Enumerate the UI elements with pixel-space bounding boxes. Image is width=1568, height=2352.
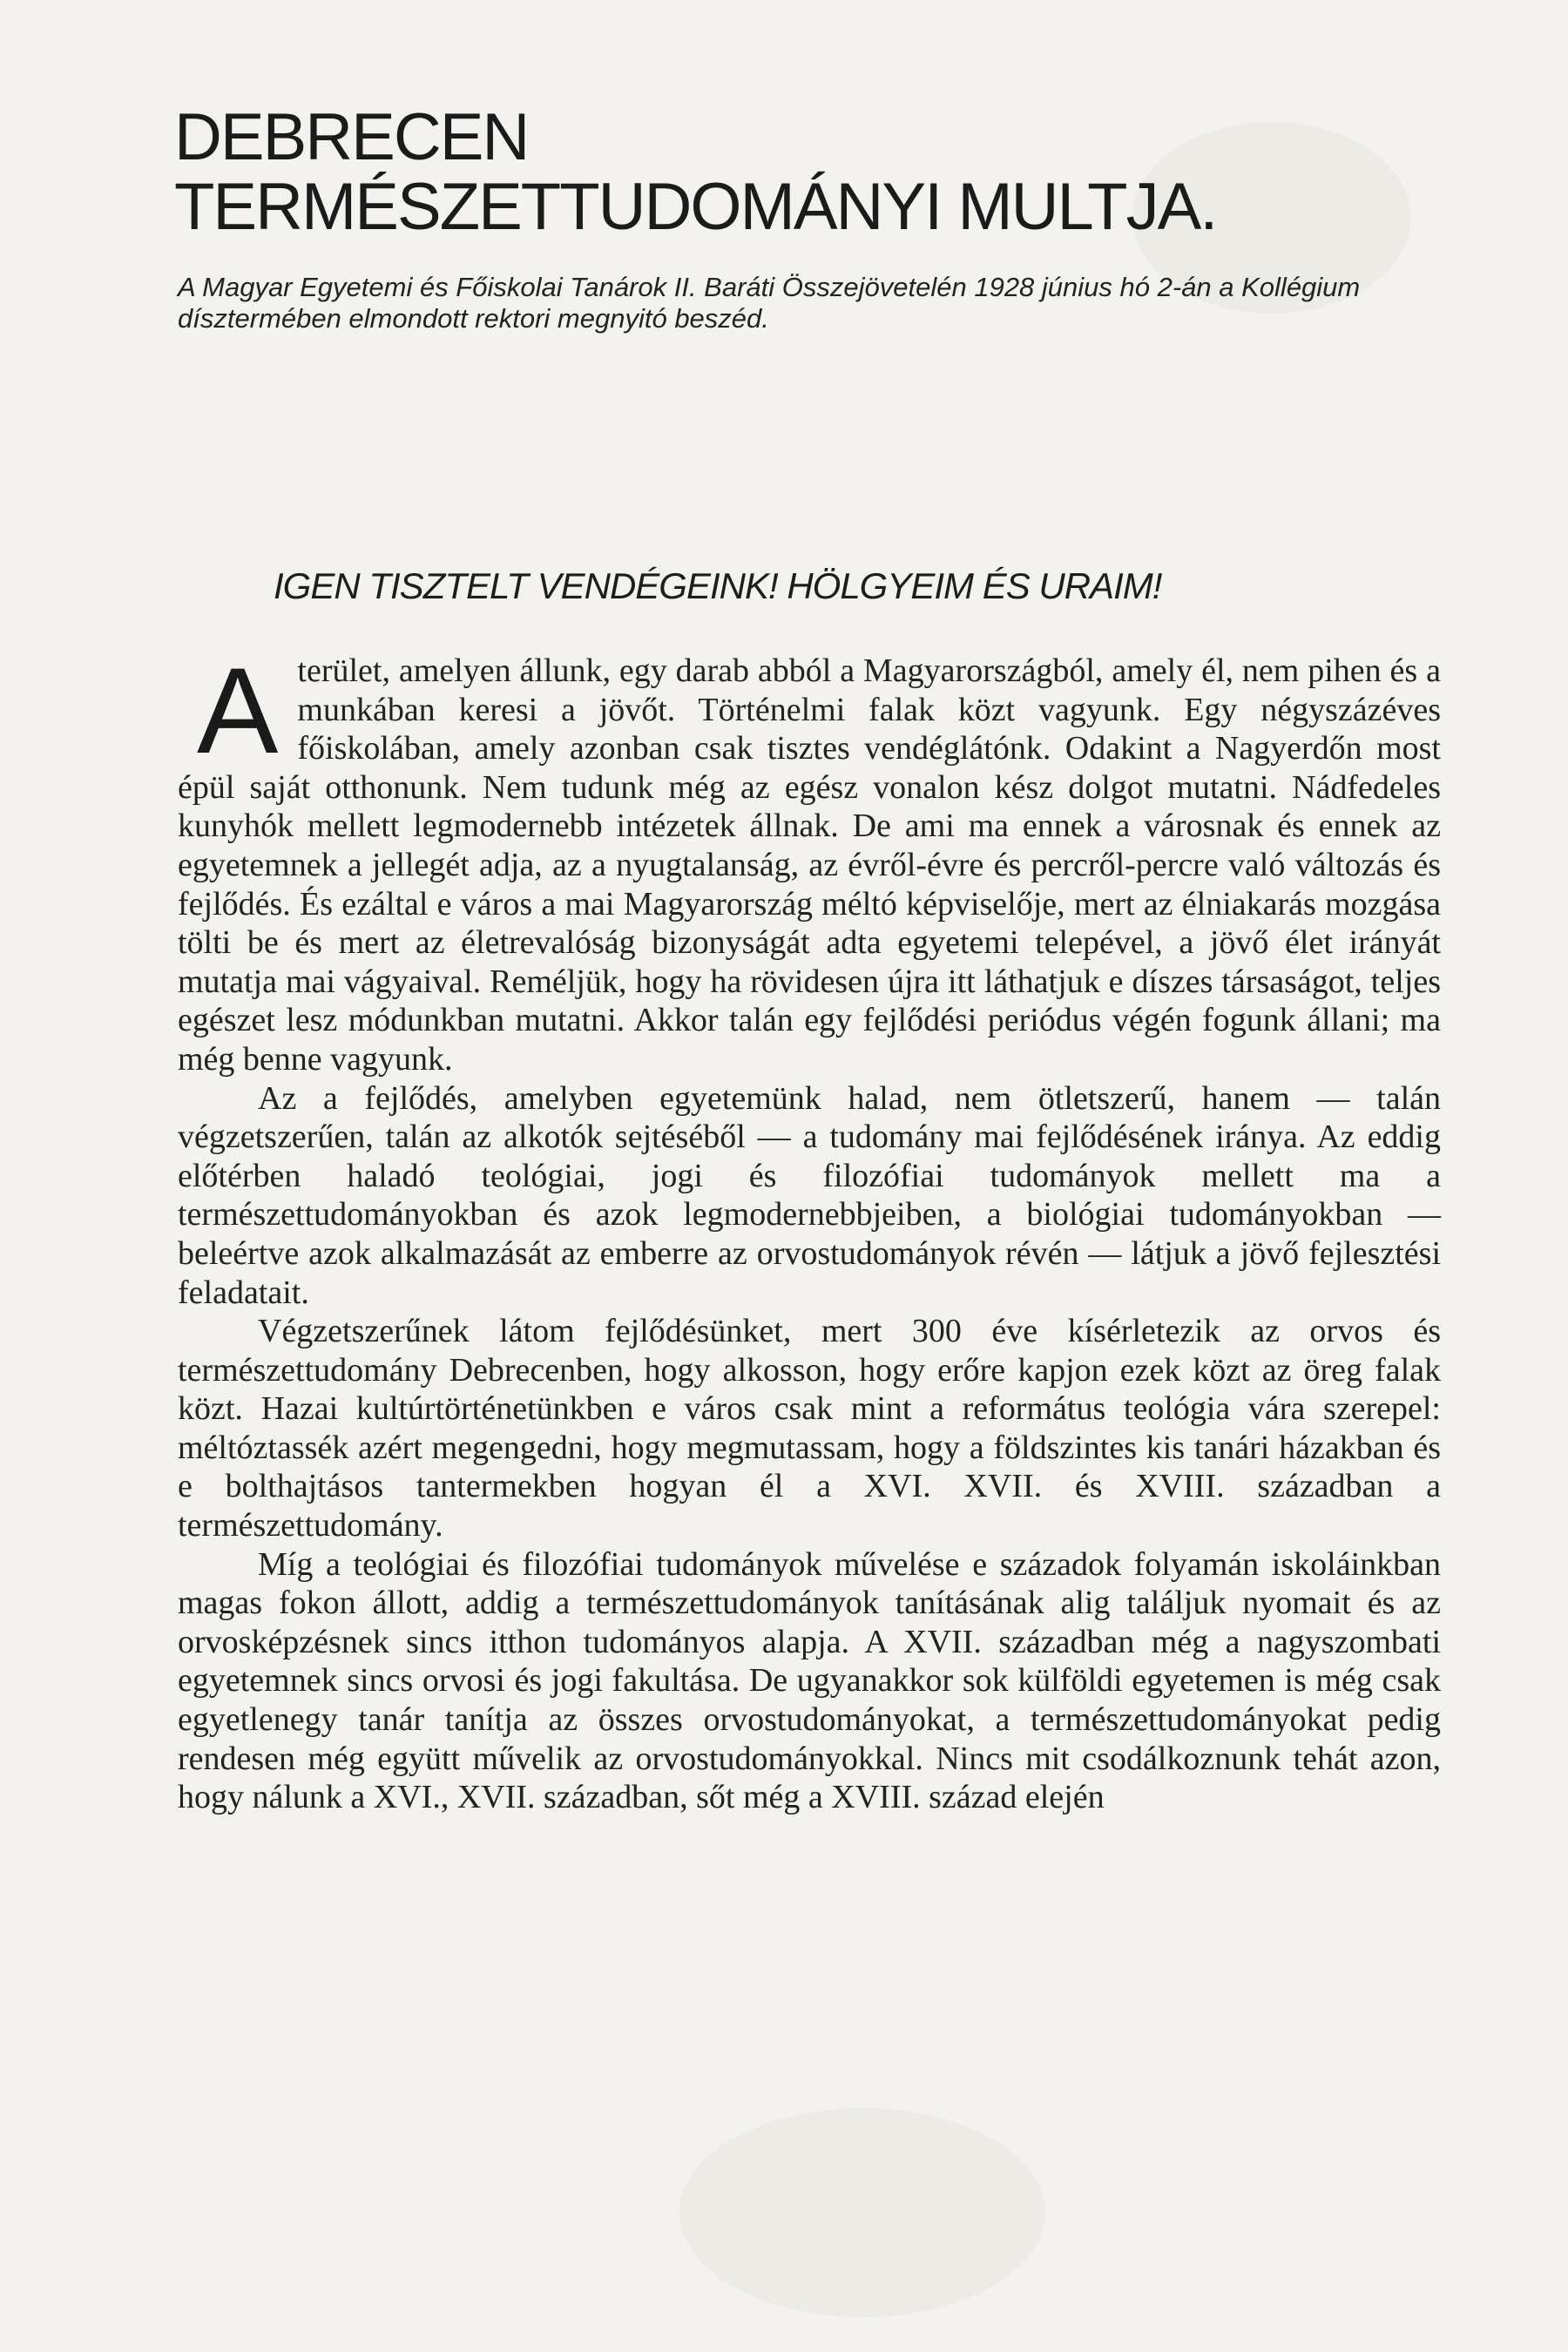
drop-cap-letter: A: [197, 642, 279, 779]
article-subtitle: A Magyar Egyetemi és Főiskolai Tanárok II. Baráti Összejövetelén 1928 június hó 2-án a Kollégium dísztermében elmondott rektori megnyitó beszéd.: [178, 272, 1361, 334]
paragraph-text: terület, amelyen állunk, egy darab abból a Magyarországból, amely él, nem pihen és a munkában keresi a jövőt. Történelmi falak közt vagyunk. Egy négyszázéves főiskolában, amely azonban csak tisztes vendéglátónk. Odakint a Nagyerdőn most épül saját otthonunk. Nem tudunk még az egész vonalon kész dolgot mutatni. Nádfedeles kunyhók mellett legmodernebb intézetek állnak. De ami ma ennek a városnak és ennek az egyetemnek a jellegét adja, az a nyugtalanság, az évről-évre és percről-percre való változás és fejlődés. És ezáltal e város a mai Magyarország méltó képviselője, mert az élniakarás mozgása tölti be és mert az életrevalóság bizonyságát adta egyetemi telepével, a jövő élet irányát mutatja mai vágyaival. Reméljük, hogy ha rövidesen újra itt láthatjuk e díszes társaságot, teljes egészet lesz módunkban mutatni. Akkor talán egy fejlődési periódus végén fogunk állani; ma még benne vagyunk.: [178, 652, 1441, 1078]
article-title-line-2: TERMÉSZETTUDOMÁNYI MULTJA.: [174, 170, 1217, 244]
article-body: [178, 642, 1441, 1817]
speech-salutation: IGEN TISZTELT VENDÉGEINK! HÖLGYEIM ÉS URAIM!: [274, 565, 1162, 606]
article-title-line-1: DEBRECEN: [174, 100, 529, 174]
body-paragraph-1: [178, 642, 1441, 1079]
body-paragraph-4: Míg a teológiai és filozófiai tudományok művelése e századok folyamán iskoláinkban magas fokon állott, addig a természettudományok tanításának alig találjuk nyomait és az orvosképzésnek sincs itthon tudományos alapja. A XVII. században még a nagyszombati egyetemnek sincs orvosi és jogi fakultása. De ugyanakkor sok külföldi egyetemen is még csak egyetlenegy tanár tanítja az összes orvostudományokat, a természettudományokat pedig rendesen még együtt művelik az orvostudományokkal. Nincs mit csodálkoznunk tehát azon, hogy nálunk a XVI., XVII. században, sőt még a XVIII. század elején: [178, 1545, 1441, 1816]
body-paragraph-3: Végzetszerűnek látom fejlődésünket, mert 300 éve kísérletezik az orvos és természettudomány Debrecenben, hogy alkosson, hogy erőre kapjon ezek közt az öreg falak közt. Hazai kultúrtörténetünkben e város csak mint a református teológia vára szerepel: méltóztassék azért megengedni, hogy megmutassam, hogy a földszintes kis tanári házakban és e bolthajtásos tantermekben hogyan él a XVI. XVII. és XVIII. században a természettudomány.: [178, 1313, 1441, 1544]
body-paragraph-2: Az a fejlődés, amelyben egyetemünk halad, nem ötletszerű, hanem — talán végzetszerűen, talán az alkotók sejtéséből — a tudomány mai fejlődésének iránya. Az eddig előtérben haladó teológiai, jogi és filozófiai tudományok mellett ma a természettudományokban és azok legmodernebbjeiben, a biológiai tudományokban — beleértve azok alkalmazását az emberre az orvostudományok révén — látjuk a jövő fejlesztési feladatait.: [178, 1079, 1441, 1311]
paper-stain: [679, 2108, 1045, 2317]
